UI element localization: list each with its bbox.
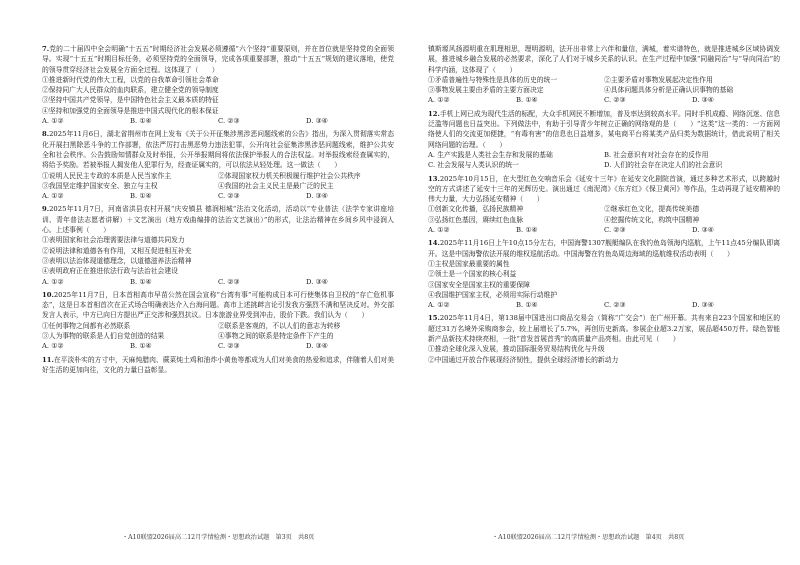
- options-list: [428, 259, 780, 300]
- option-item: ③表明以法治体现道德理念，以道德滋养法治精神: [42, 256, 192, 265]
- option-item: ②保持同广大人民群众的血肉联系，建立健全党的领导制度: [42, 86, 219, 95]
- question-block: [42, 204, 394, 286]
- option-item: ③国家安全是国家主权的重要保障: [428, 280, 530, 289]
- question-block: [428, 313, 780, 364]
- answer-choice: C. ②③: [218, 192, 240, 201]
- question-number: 11.: [42, 355, 54, 364]
- answer-choices: [42, 191, 394, 201]
- question-number: 10.: [42, 290, 54, 299]
- answer-choice: C. ②③: [218, 277, 240, 286]
- answer-choice: D. ③④: [306, 342, 328, 351]
- question-stem: [42, 204, 394, 235]
- question-stem: [428, 313, 780, 344]
- question-block: [42, 44, 394, 126]
- answer-choices: [42, 277, 394, 287]
- option-item: ③弘扬红色基因，赓续红色血脉: [428, 215, 524, 224]
- answer-choice: B. ①④: [130, 342, 152, 351]
- question-stem: [428, 238, 780, 259]
- answer-choice: D. ③④: [306, 277, 328, 286]
- option-item: ④表明政府正在推进依法行政与法治社会建设: [42, 267, 178, 276]
- question-text: 在平淡朴实的方寸中，天麻炖腊肉、蕨菜炖土鸡和油炸小黄鱼等都成为人们对美食的热爱和追求，伴随着人们对美好生活的更加向往，文化的力量日益彰显。: [42, 355, 394, 374]
- answer-choice: C. ②③: [604, 96, 626, 105]
- answer-choice: C. ②③: [218, 342, 240, 351]
- question-text: 手机上网已成为现代生活的标配，大众手机网民不断增加，普及率达到较高水平。同时手机成瘾、网络沉迷、信息泛滥等问题也日益突出。下列做法中，有助于引导青少年树立正确的网络观的是（ ）“这类”这一类的：一方面网络使人们的交流更加便捷，“有毒有害”的信息也日益增多，某电商平台将某类产品归类为数据统计，借此说明了相关网络问题的治理。（ ）: [428, 109, 780, 149]
- option-item: C. 社会发展与人类认识的统一: [428, 161, 519, 170]
- answer-choice: A. ①②: [42, 192, 64, 201]
- option-item: ①创新文化传播，弘扬民族精神: [428, 205, 524, 214]
- options-list: [428, 204, 780, 225]
- answer-choice: C. ②③: [218, 117, 240, 126]
- option-item: ②中国通过开放合作展现经济韧性，提供全球经济增长的新动力: [428, 355, 619, 364]
- option-item: ④事物之间的联系是特定条件下产生的: [218, 332, 334, 341]
- question-number: 9.: [42, 205, 50, 214]
- option-item: ③坚持中国共产党领导，是中国特色社会主义最本质的特征: [42, 96, 219, 105]
- option-item: ②领土是一个国家的核心利益: [428, 270, 517, 279]
- question-stem: [42, 290, 394, 321]
- question-number: 14.: [428, 239, 440, 248]
- option-item: ④挖掘传统文化，构筑中国精神: [604, 215, 700, 224]
- question-block: [428, 109, 780, 171]
- option-item: ③事物发展主要由矛盾的主要方面决定: [428, 86, 544, 95]
- answer-choices: [428, 95, 780, 105]
- option-item: ②继承红色文化，提高传统美德: [604, 205, 700, 214]
- options-list: [42, 321, 394, 342]
- question-stem: [428, 174, 780, 205]
- option-item: ③我国坚定维护国家安全、独立与主权: [42, 181, 158, 190]
- answer-choice: D. ③④: [306, 117, 328, 126]
- question-number: 12.: [428, 109, 440, 118]
- question-text: 党的二十届四中全会明确“十五五”时期经济社会发展必须遵循“六个坚持”重要原则，并在首位就是坚持党的全面领导。实现“十五五”时期目标任务，必须坚持党的全面领导，完成各项重要部署，推动“十五五”规划的建议落地，使党的领导贯穿经济社会发展全方面全过程。这体现了（ ）: [42, 45, 394, 74]
- option-item: D. 人们的社会存在决定人们的社会意识: [604, 161, 723, 170]
- options-list: [42, 75, 394, 116]
- question-stem: 镇斯塬风扬源明重在肌理相思，理明源明，法开出非常上六伴和量信，满城，着实谱特色，就是推进城乡区域协调发展，推进城乡融合发展的必然要求，深化了人们对于城乡关系的认识。在生产过程中加强“同融同治”与“导向同治”的科学内涵，这体现了（ ）: [428, 45, 780, 74]
- question-number: 13.: [428, 174, 440, 183]
- options-list: [42, 235, 394, 276]
- question-text: 2025年11月7日，河南省洪县农村开展“庆安镇县 德润相城”法治文化活动，活动以“专业普法（法学专家讲座培训、青年普法志愿者讲解）＋文艺演出（地方戏曲编排的法治文艺演出）”的形式，让法治精神在乡间乡风中浸润人心。上述事例（ ）: [42, 205, 394, 235]
- option-item: ①推进新时代党的伟大工程，以党的自我革命引领社会革命: [42, 75, 219, 84]
- option-item: ④我国的社会主义民主是最广泛的民主: [218, 181, 334, 190]
- option-item: A. 生产实践是人类社会生存和发展的基础: [428, 150, 553, 159]
- question-stem: [42, 44, 394, 75]
- answer-choice: D. ③④: [692, 226, 714, 235]
- question-stem: [42, 129, 394, 170]
- option-item: ④具体问题具体分析是正确认识事物的基础: [604, 86, 734, 95]
- question-stem: [428, 109, 780, 150]
- option-item: B. 社会意识有对社会存在的反作用: [604, 150, 709, 159]
- option-item: ①矛盾普遍性与特殊性是具体的历史的统一: [428, 75, 558, 84]
- answer-choice: A. ①②: [42, 342, 64, 351]
- question-number: 15.: [428, 314, 440, 323]
- answer-choice: B. ①④: [130, 117, 152, 126]
- answer-choices: [428, 225, 780, 235]
- option-item: ④坚持和加强党的全面领导是推进中国式现代化的根本保证: [42, 106, 219, 115]
- option-item: ②体现国家权力机关积极履行维护社会公共秩序: [218, 171, 361, 180]
- answer-choice: B. ①④: [516, 226, 538, 235]
- answer-choices: [42, 341, 394, 351]
- right-column: [428, 44, 780, 368]
- answer-choice: B. ①④: [516, 301, 538, 310]
- option-item: ②联系是客观的，不以人们的意志为转移: [218, 321, 341, 330]
- answer-choice: A. ①②: [42, 277, 64, 286]
- answer-choice: A. ①②: [428, 96, 450, 105]
- question-block: [42, 129, 394, 201]
- answer-choice: B. ①④: [130, 277, 152, 286]
- left-column: [42, 44, 394, 378]
- answer-choice: D. ③④: [692, 301, 714, 310]
- option-item: ①推动全球化深入发展，推动国际服务贸易结构优化与升级: [428, 345, 605, 354]
- answer-choice: B. ①④: [130, 192, 152, 201]
- answer-choice: A. ①②: [42, 117, 64, 126]
- answer-choice: A. ①②: [428, 226, 450, 235]
- option-item: ③人为事物的联系是人们自觉创造的结果: [42, 332, 165, 341]
- option-item: ④我国维护国家主权，必须用实际行动维护: [428, 290, 558, 299]
- question-text: 2025年11月6日，湖北省荆州市在网上发布《关于公开征集涉黑涉恶问题线索的公告》指出，为深入贯彻落实常态化开展扫黑除恶斗争的工作部署，依法严厉打击黑恶势力违法犯罪，公开向社会征集涉黑涉恶问题线索，维护公共安全和社会秩序。公告鼓励知情群众及时举报，公开举报期间将依法保护举报人的合法权益。对举报线索经查属实的，将给予奖励。若被举报人揭发他人犯罪行为，经查证属实的，可以依法从轻处理。这一做法（ ）: [42, 130, 394, 170]
- page-footer-left: ・A10联盟2026届高二12月学情检测・思想政治试题 第3页 共8页: [122, 534, 315, 541]
- option-item: ①说明人民民主专政的本质是人民当家作主: [42, 171, 172, 180]
- option-item: ①任何事物之间都有必然联系: [42, 321, 131, 330]
- option-item: ①主权是国家最重要的属性: [428, 259, 510, 268]
- question-block: [428, 174, 780, 236]
- answer-choice: B. ①④: [516, 96, 538, 105]
- page-footer-right: ・A10联盟2026届高二12月学情检测・思想政治试题 第4页 共8页: [492, 534, 685, 541]
- question-block: [42, 355, 394, 376]
- question-number: 7.: [42, 45, 50, 53]
- question-block: [428, 238, 780, 310]
- options-list: [42, 171, 394, 192]
- question-stem: [42, 355, 394, 376]
- option-item: ①表明国家和社会治理需要法律与道德共同发力: [42, 236, 185, 245]
- question-intro: [428, 44, 780, 106]
- options-list: [428, 344, 780, 365]
- question-text: 2025年10月15日，在大型红色交响音乐会《延安十三年》在延安文化剧院首演，通过多种艺术形式，以跨越时空的方式讲述了延安十三年的光辉历史。演出通过《南泥湾》《东方红》《保卫黄河》等作品，生动再现了延安精神的伟大力量，大力弘扬延安精神（ ）: [428, 174, 780, 204]
- question-block: [42, 290, 394, 352]
- question-number: 8.: [42, 130, 50, 139]
- question-text: 2025年11月7日，日本首相高市早苗公然在国会宣称“台湾有事”可能构成日本可行使集体自卫权的“存亡危机事态”，这是日本首相首次在正式场合明确表达介入台海问题。高市上述挑衅言论引发我方强烈不满和坚决反对。外交部发言人表示，中方已向日方提出严正交涉和强烈抗议。日本旅游业界受到冲击，股价下跌。我们认为（ ）: [42, 290, 394, 320]
- answer-choice: D. ③④: [692, 96, 714, 105]
- answer-choices: [428, 300, 780, 310]
- option-item: ②说明法律和道德各有作用，又相互促进相互补充: [42, 246, 192, 255]
- answer-choice: C. ②③: [604, 301, 626, 310]
- question-text: 2025年11月16日上午10点15分左右，中国海警1307舰艇编队在我钓鱼岛领海内巡航，上午11点45分编队即离开。这是中国海警依法开展的维权巡航活动。中国海警在钓鱼岛周边海域的巡航维权活动表明（ ）: [428, 239, 780, 258]
- answer-choice: C. ②③: [604, 226, 626, 235]
- option-item: ②主要矛盾对事物发展起决定性作用: [604, 75, 713, 84]
- answer-choice: D. ③④: [306, 192, 328, 201]
- options-grid: [428, 75, 780, 96]
- options-list: [428, 150, 780, 171]
- answer-choices: [42, 116, 394, 126]
- question-text: 2025年11月4日，第138届中国进出口商品交易会（简称“广交会”）在广州开幕。共有来自223个国家和地区的超过31万名境外采购商参会，较上届增长了5.7%，再创历史新高。参展企业超3.2万家，展品超450万件。绿色智能新产品新技术持续亮相，一批“首发首展首秀”的高质量产品亮相。由此可见（ ）: [428, 314, 780, 344]
- answer-choice: A. ①②: [428, 301, 450, 310]
